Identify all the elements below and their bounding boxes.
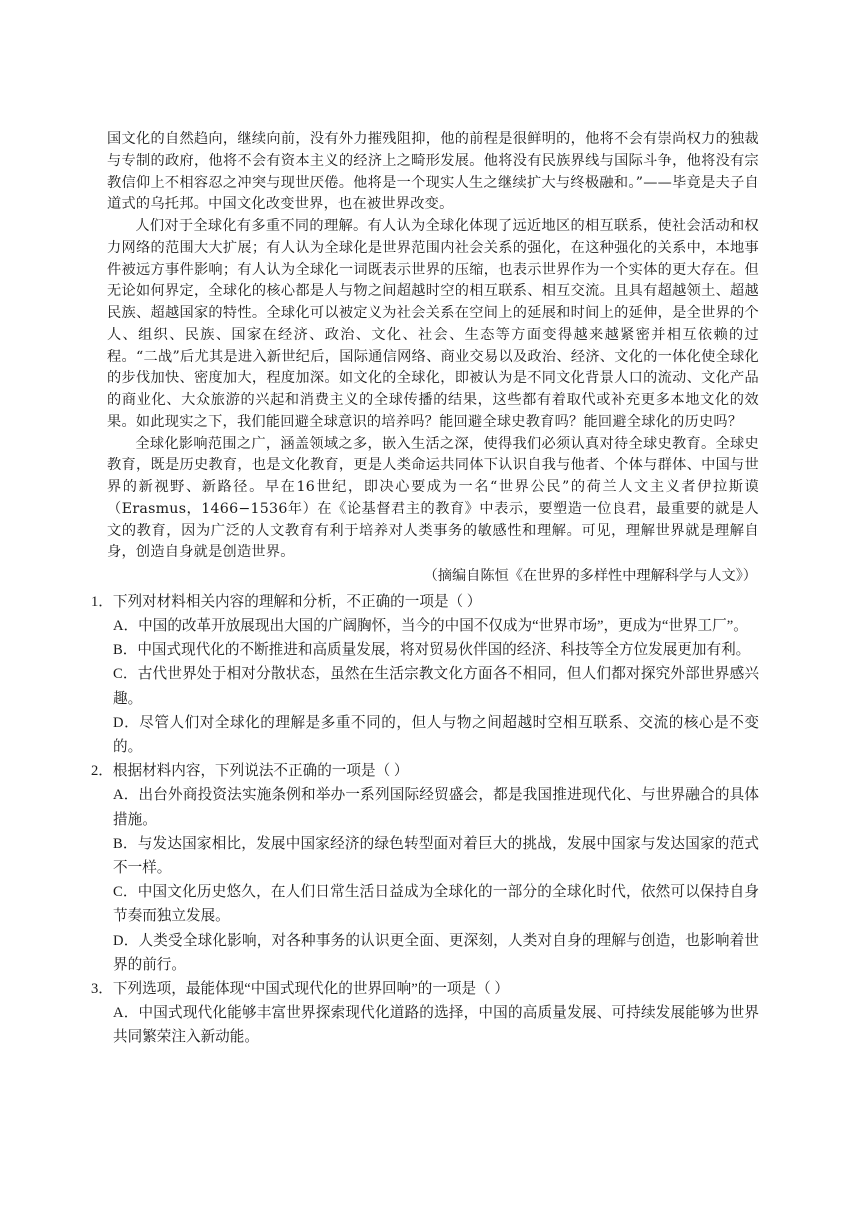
- question-list: [91, 590, 759, 1050]
- reading-passage: [107, 129, 759, 588]
- question-1-option-c: C．古代世界处于相对分散状态，虽然在生活宗教文化方面各不相同，但人们都对探究外部世界感兴趣。: [113, 666, 759, 707]
- question-stem: 3．下列选项，最能体现“中国式现代化的世界回响”的一项是（ ）: [91, 981, 509, 997]
- question-stem: 1．下列对材料相关内容的理解和分析，不正确的一项是（ ）: [91, 593, 482, 610]
- question-2-option-b: B．与发达国家相比，发展中国家经济的绿色转型面对着巨大的挑战，发展中国家与发达国家的范式不一样。: [113, 835, 759, 876]
- question-2-option-c: C．中国文化历史悠久，在人们日常生活日益成为全球化的一部分的全球化时代，依然可以保持自身节奏而独立发展。: [113, 884, 759, 925]
- passage-paragraph-3: 全球化影响范围之广，涵盖领域之多，嵌入生活之深，使得我们必须认真对待全球史教育。全球史教育，既是历史教育，也是文化教育，更是人类命运共同体下认识自我与他者、个体与群体、中国与世界的新视野、新路径。早在16世纪，即决心要成为一名“世界公民”的荷兰人文主义者伊拉斯谟（Erasmus，1466−1536年）在《论基督君主的教育》中表示，要塑造一位良君，最重要的就是人文的教育，因为广泛的人文教育有利于培养对人类事务的敏感性和理解。可见，理解世界就是理解自身，创造自身就是创造世界。: [107, 435, 759, 561]
- question-1-option-a: A．中国的改革开放展现出大国的广阔胸怀，当今的中国不仅成为“世界市场”，更成为“世界工厂”。: [113, 617, 748, 634]
- question-stem: 2．根据材料内容，下列说法不正确的一项是（ ）: [91, 763, 409, 780]
- passage-source-citation: （摘编自陈恒《在世界的多样性中理解科学与人文》）: [423, 568, 757, 584]
- question-1: [91, 590, 759, 759]
- question-3-option-a: A．中国式现代化能够丰富世界探索现代化道路的选择，中国的高质量发展、可持续发展能够为世界共同繁荣注入新动能。: [113, 1005, 759, 1046]
- question-2-option-a: A．出台外商投资法实施条例和举办一系列国际经贸盛会，都是我国推进现代化、与世界融合的具体措施。: [113, 787, 759, 828]
- question-1-option-b: B．中国式现代化的不断推进和高质量发展，将对贸易伙伴国的经济、科技等全方位发展更加有利。: [113, 642, 751, 659]
- passage-paragraph-1: 国文化的自然趋向，继续向前，没有外力摧残阻抑，他的前程是很鲜明的，他将不会有崇尚权力的独裁与专制的政府，他将不会有资本主义的经济上之畸形发展。他将没有民族界线与国际斗争，他将没有宗教信仰上不相容忍之冲突与现世厌倦。他将是一个现实人生之继续扩大与终极融和。”——毕竟是夫子自道式的乌托邦。中国文化改变世界，也在被世界改变。: [107, 131, 759, 213]
- question-1-option-d: D．尽管人们对全球化的理解是多重不同的，但人与物之间超越时空相互联系、交流的核心是不变的。: [113, 714, 759, 755]
- question-2-option-d: D．人类受全球化影响，对各种事务的认识更全面、更深刻，人类对自身的理解与创造，也影响着世界的前行。: [113, 932, 759, 973]
- question-2: [91, 759, 759, 977]
- passage-paragraph-2: 人们对于全球化有多重不同的理解。有人认为全球化体现了远近地区的相互联系，使社会活动和权力网络的范围大大扩展；有人认为全球化是世界范围内社会关系的强化，在这种强化的关系中，本地事件被远方事件影响；有人认为全球化一词既表示世界的压缩，也表示世界作为一个实体的更大存在。但无论如何界定，全球化的核心都是人与物之间超越时空的相互联系、相互交流。且具有超越领土、超越民族、超越国家的特性。全球化可以被定义为社会关系在空间上的延展和时间上的延伸，是全世界的个人、组织、民族、国家在经济、政治、文化、社会、生态等方面变得越来越紧密并相互依赖的过程。“二战”后尤其是进入新世纪后，国际通信网络、商业交易以及政治、经济、文化的一体化使全球化的步伐加快、密度加大，程度加深。如文化的全球化，即被认为是不同文化背景人口的流动、文化产品的商业化、大众旅游的兴起和消费主义的全球传播的结果，这些都有着取代或补充更多本地文化的效果。如此现实之下，我们能回避全球意识的培养吗？能回避全球史教育吗？能回避全球化的历史吗？: [107, 218, 759, 430]
- question-3: [91, 977, 759, 1050]
- document-page: [91, 129, 759, 1050]
